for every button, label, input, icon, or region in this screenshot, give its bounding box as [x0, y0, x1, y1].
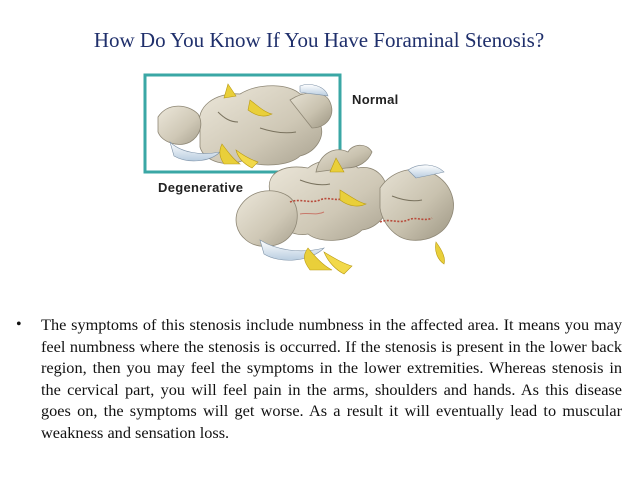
- bullet-marker: •: [16, 316, 22, 333]
- slide-title: How Do You Know If You Have Foraminal Stenosis?: [93, 28, 545, 52]
- spine-illustration: [140, 72, 470, 287]
- bullet-text: The symptoms of this stenosis include numbness in the affected area. It means you may feel numbness where the stenosis is occurred. If the stenosis is present in the lower back region, then you may feel the symptoms in the lower extremities. Whereas stenosis in the cervical part, you will feel pain in the arms, shoulders and hands. As this disease goes on, the symptoms will get worse. As a result it will eventually lead to muscular weakness and sensation loss.: [41, 315, 622, 442]
- bullet-list: [16, 314, 622, 444]
- degenerative-label: Degenerative: [158, 180, 244, 195]
- normal-label: Normal: [352, 92, 399, 107]
